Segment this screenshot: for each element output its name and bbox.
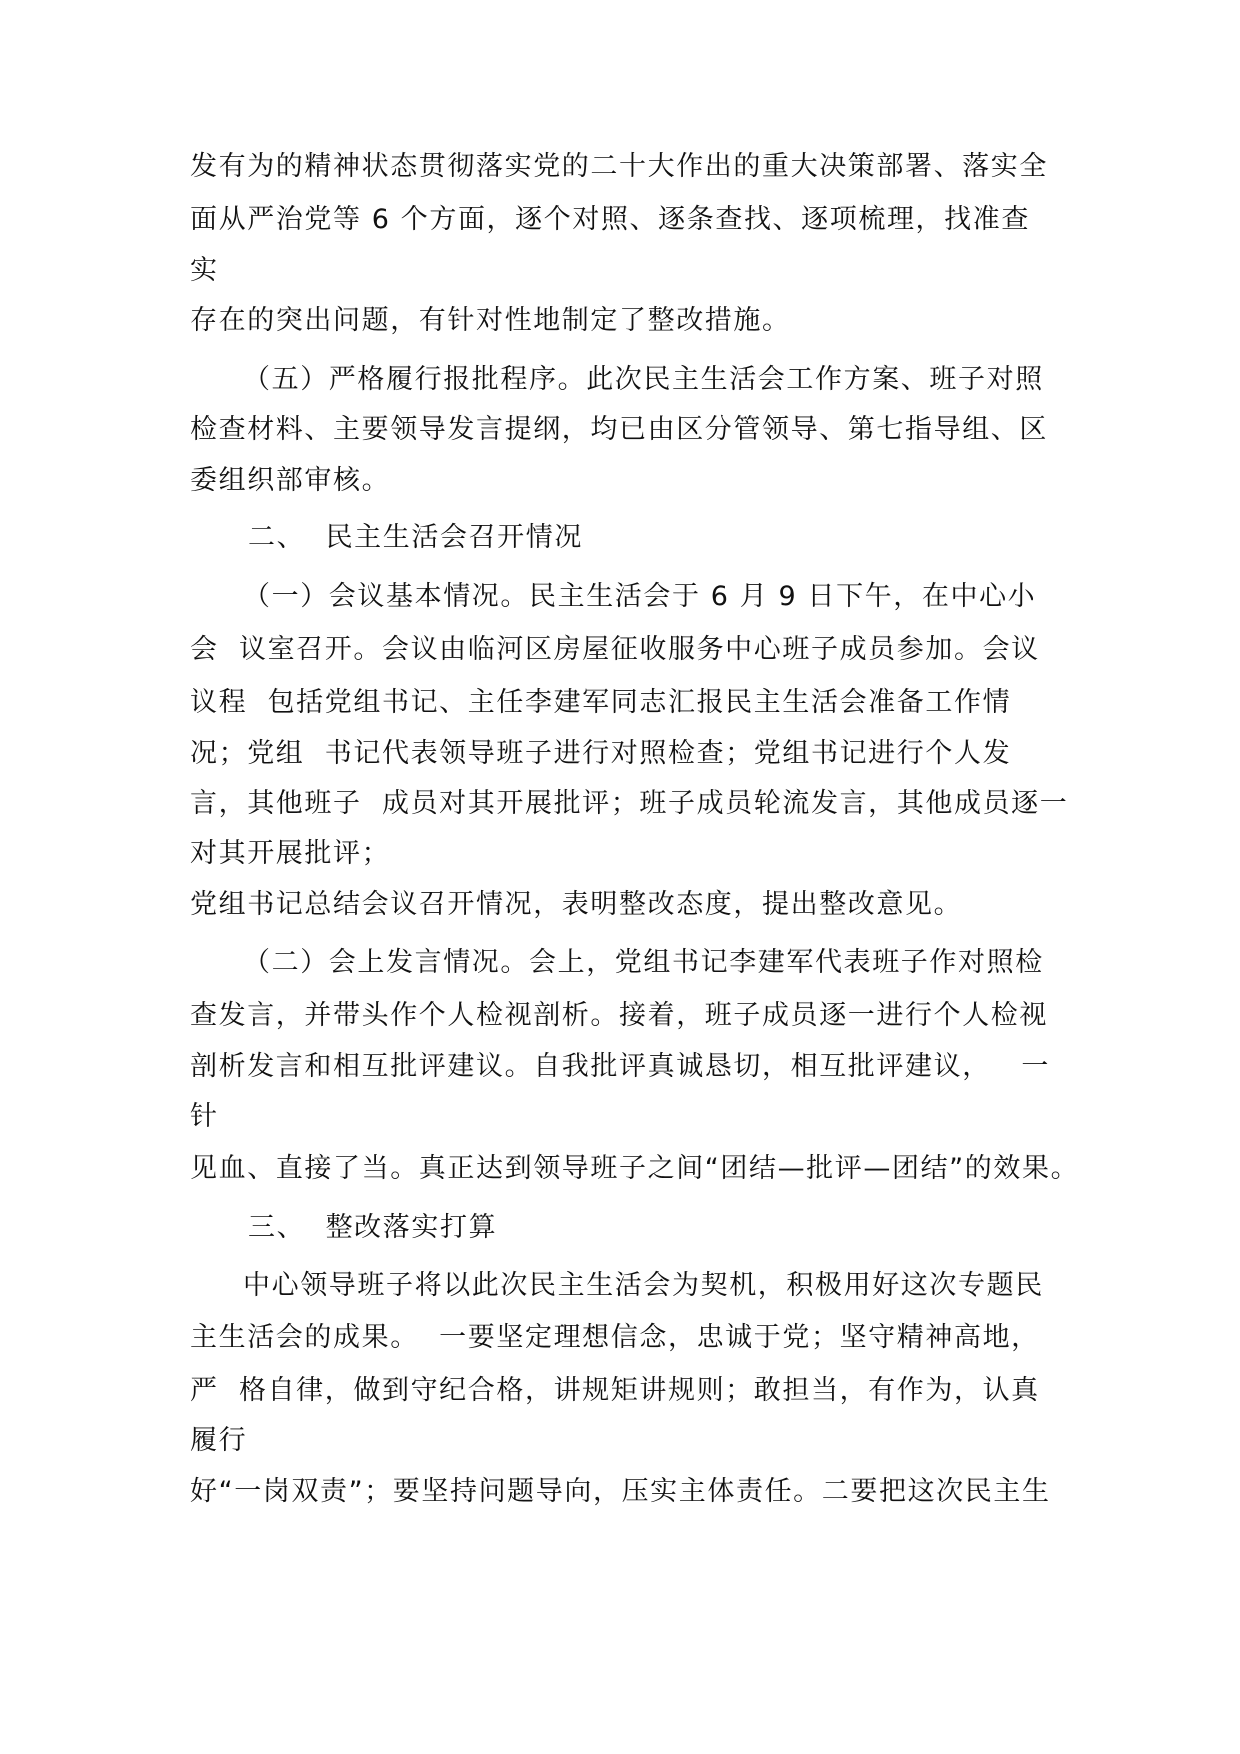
text-line-1: 发有为的精神状态贯彻落实党的二十大作出的重大决策部署、落实全 (190, 151, 1048, 182)
text-line-13: 言，其他班子 成员对其开展批评；班子成员轮流发言，其他成员逐一 (190, 788, 1069, 819)
text-line-10: 会 议室召开。会议由临河区房屋征收服务中心班子成员参加。会议 (190, 634, 1040, 665)
text-line-12: 况；党组 书记代表领导班子进行对照检查；党组书记进行个人发 (190, 738, 1012, 769)
text-line-18: 剖析发言和相互批评建议。自我批评真诚恳切，相互批评建议， 一 (190, 1051, 1050, 1082)
text-line-2: 面从严治党等 6 个方面，逐个对照、逐条查找、逐项梳理，找准查 (190, 204, 1030, 235)
text-line-4: 存在的突出问题，有针对性地制定了整改措施。 (190, 305, 791, 336)
text-line-19: 针 (190, 1101, 219, 1132)
text-line-15: 党组书记总结会议召开情况，表明整改态度，提出整改意见。 (190, 889, 963, 920)
text-line-6: 检查材料、主要领导发言提纲，均已由区分管领导、第七指导组、区 (190, 414, 1048, 445)
text-line-17: 查发言，并带头作个人检视剖析。接着，班子成员逐一进行个人检视 (190, 1000, 1048, 1031)
text-line-26: 好“一岗双责”；要坚持问题导向，压实主体责任。二要把这次民主生 (190, 1476, 1051, 1507)
section-heading-2: 二、 民主生活会召开情况 (248, 522, 583, 553)
text-line-3: 实 (190, 255, 219, 286)
text-line-14: 对其开展批评； (190, 838, 391, 869)
text-line-11: 议程 包括党组书记、主任李建军同志汇报民主生活会准备工作情 (190, 687, 1012, 718)
paragraph-start-16: （二）会上发言情况。会上，党组书记李建军代表班子作对照检 (243, 947, 1044, 978)
text-line-23: 主生活会的成果。 一要坚定理想信念，忠诚于党；坚守精神高地， (190, 1322, 1040, 1353)
text-line-25: 履行 (190, 1425, 248, 1456)
text-line-24: 严 格自律，做到守纪合格，讲规矩讲规则；敢担当，有作为，认真 (190, 1375, 1040, 1406)
paragraph-start-9: （一）会议基本情况。民主生活会于 6 月 9 日下午，在中心小 (243, 581, 1037, 612)
text-line-20: 见血、直接了当。真正达到领导班子之间“团结—批评—团结”的效果。 (190, 1153, 1080, 1184)
paragraph-start-5: （五）严格履行报批程序。此次民主生活会工作方案、班子对照 (243, 364, 1044, 395)
paragraph-start-22: 中心领导班子将以此次民主生活会为契机，积极用好这次专题民 (243, 1270, 1044, 1301)
text-line-7: 委组织部审核。 (190, 465, 391, 496)
section-heading-3: 三、 整改落实打算 (248, 1212, 498, 1243)
